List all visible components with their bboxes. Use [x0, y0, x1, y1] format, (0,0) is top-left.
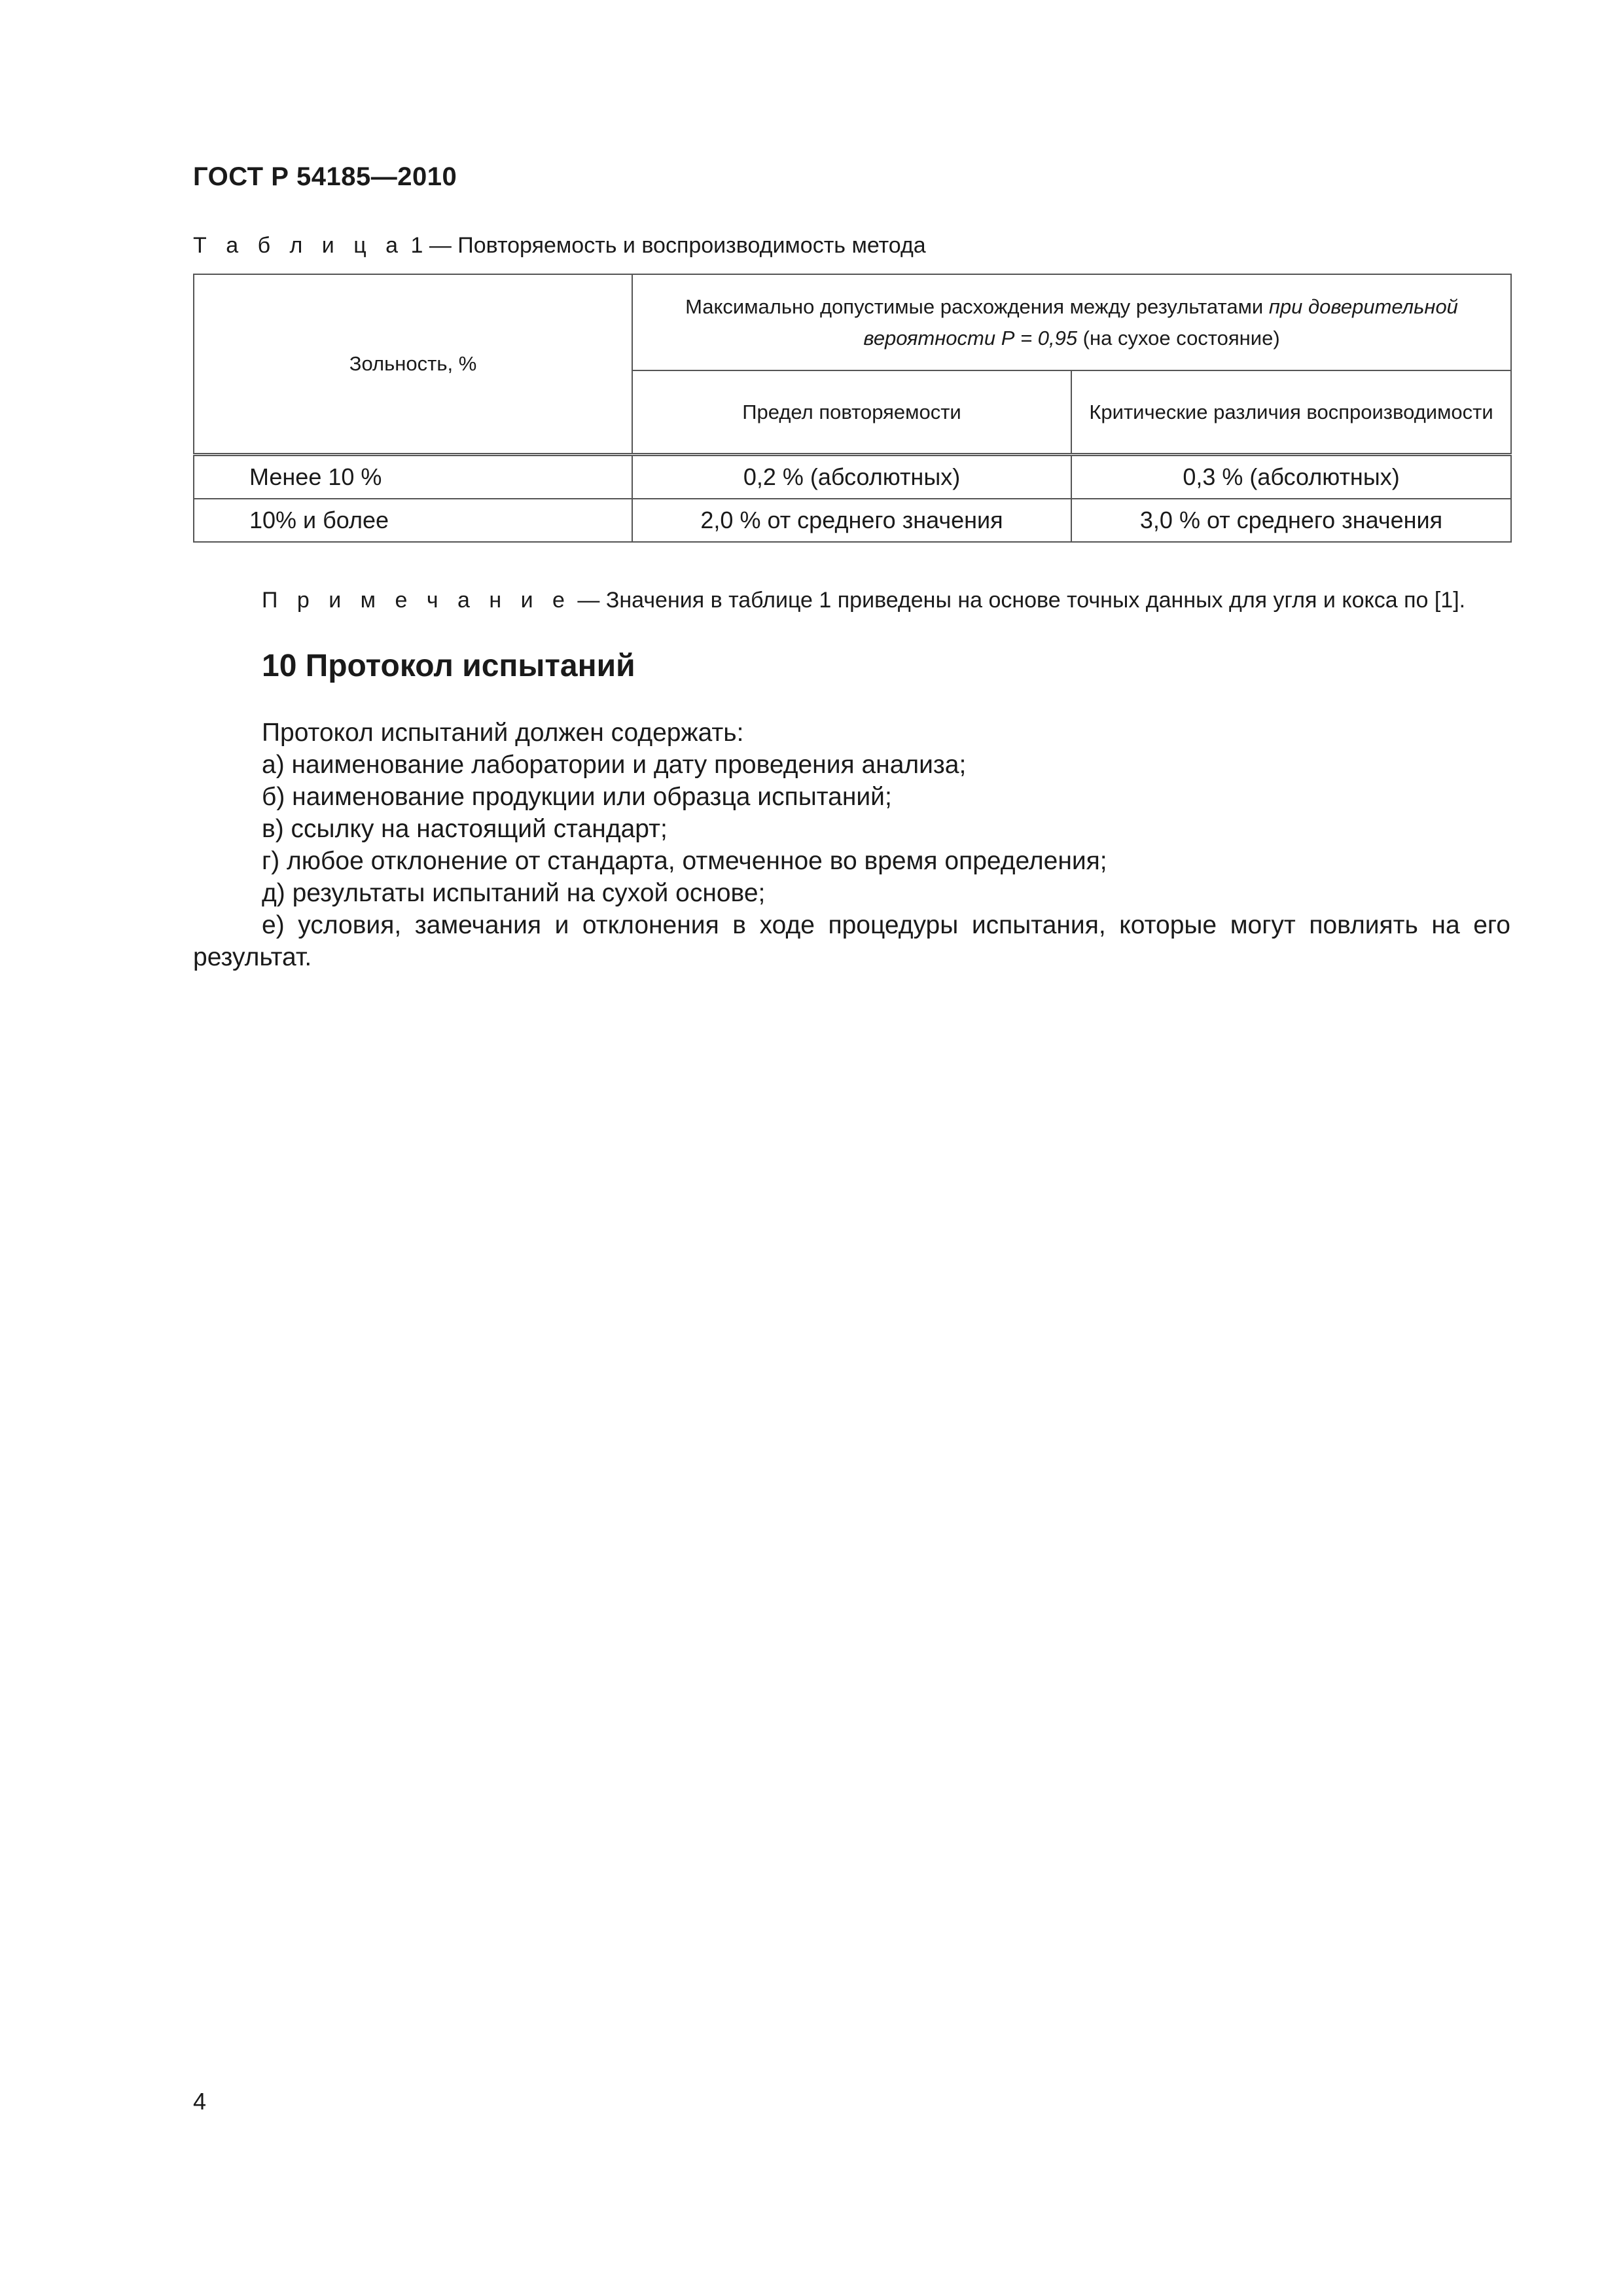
note-label: П р и м е ч а н и е	[262, 588, 571, 613]
cell-reproducibility: 0,3 % (абсолютных)	[1071, 455, 1511, 499]
cell-reproducibility: 3,0 % от среднего значения	[1071, 499, 1511, 542]
precision-table	[193, 274, 1510, 545]
table-row	[194, 455, 1511, 499]
document-header: ГОСТ Р 54185—2010	[193, 162, 457, 191]
cell-ash: 10% и более	[194, 499, 632, 542]
note-text: — Значения в таблице 1 приведены на основе точных данных для угля и кокса по [1].	[571, 588, 1466, 613]
cell-repeatability: 2,0 % от среднего значения	[632, 499, 1071, 542]
table-caption-text: 1 — Повторяемость и воспроизводимость метода	[404, 233, 926, 258]
list-item: д) результаты испытаний на сухой основе;	[262, 879, 766, 907]
section-title: 10 Протокол испытаний	[262, 649, 635, 683]
table-row	[194, 499, 1511, 542]
table-caption-label: Т а б л и ц а	[193, 233, 405, 258]
list-item: е) условия, замечания и отклонения в ходе процедуры испытания, которые могут повлиять на его результат.	[193, 911, 1510, 971]
page-number: 4	[193, 2088, 207, 2115]
protocol-intro: Протокол испытаний должен содержать:	[262, 719, 744, 747]
header-repeatability: Предел повторяемости	[632, 370, 1071, 455]
cell-repeatability: 0,2 % (абсолютных)	[632, 455, 1071, 499]
table-note	[262, 588, 1465, 613]
header-confidence-text: при доверительной вероятности Р = 0,95	[863, 295, 1458, 350]
cell-ash: Менее 10 %	[194, 455, 632, 499]
header-dry-state-text: (на сухое состояние)	[1077, 326, 1280, 350]
list-item: а) наименование лаборатории и дату проведения анализа;	[262, 751, 967, 779]
header-reproducibility: Критические различия воспроизводимости	[1071, 370, 1511, 455]
header-ash-content: Зольность, %	[194, 274, 632, 455]
protocol-body	[193, 717, 1510, 973]
header-max-discrepancy	[632, 274, 1511, 370]
list-item: б) наименование продукции или образца испытаний;	[262, 783, 892, 811]
list-item: г) любое отклонение от стандарта, отмеченное во время определения;	[262, 847, 1107, 875]
list-item: в) ссылку на настоящий стандарт;	[262, 815, 668, 843]
table-caption	[193, 233, 926, 259]
header-max-discrepancy-text: Максимально допустимые расхождения между результатами	[685, 295, 1269, 318]
